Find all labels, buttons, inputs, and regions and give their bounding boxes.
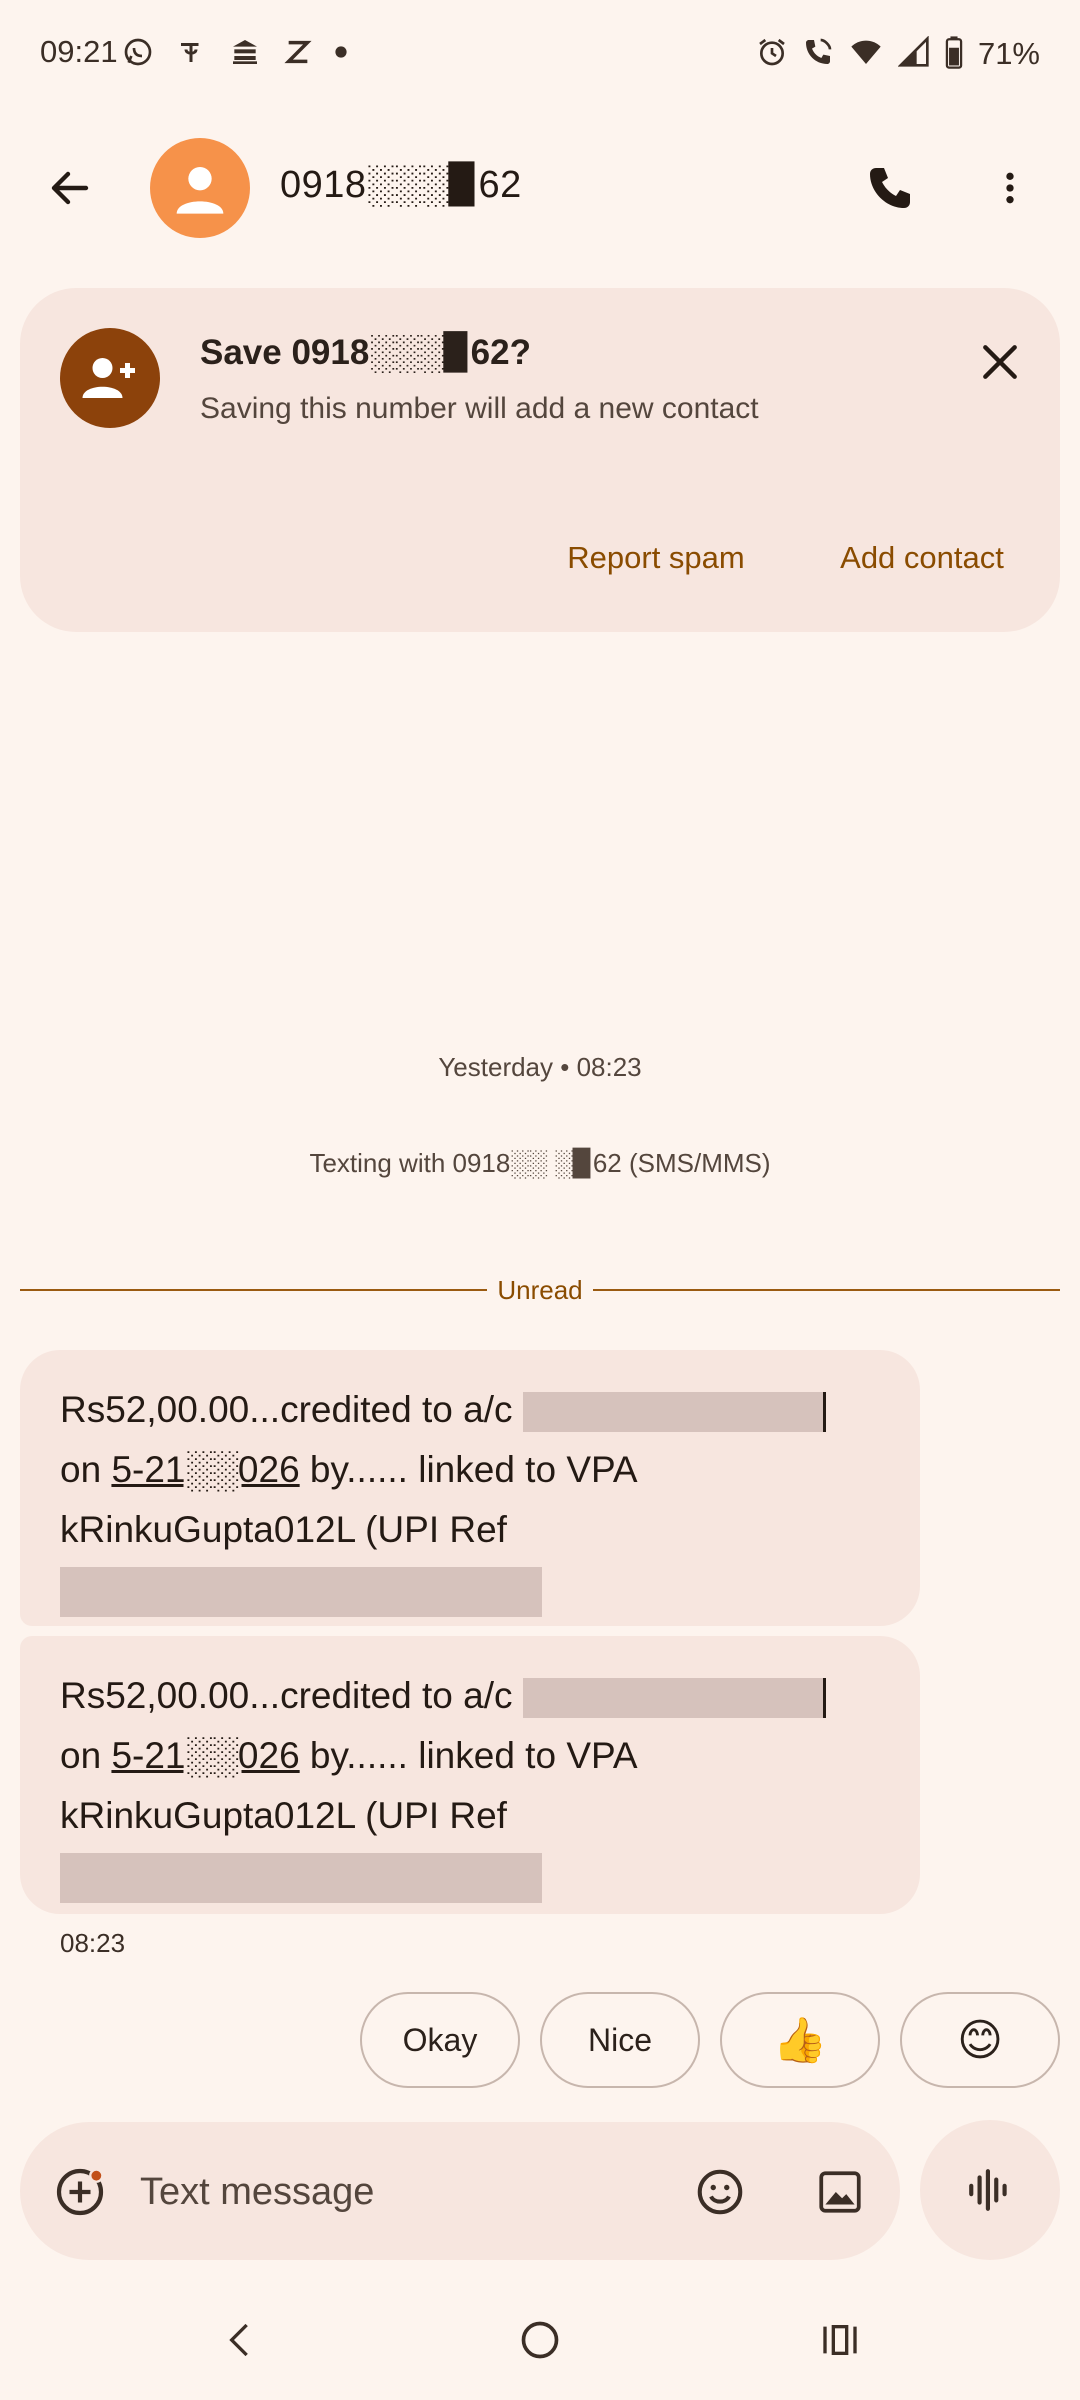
message-timestamp: 08:23 [60, 1928, 126, 1958]
message-line [60, 1666, 880, 1726]
more-vert-icon [990, 164, 1030, 212]
alarm-icon [756, 36, 788, 73]
texting-with-label: Texting with 0918░░ ░▉62 (SMS/MMS) [309, 1148, 771, 1178]
smart-reply-nice[interactable]: Nice [540, 1992, 700, 2088]
person-add-icon [80, 348, 140, 408]
emoji-icon [693, 2165, 747, 2219]
message-line [60, 1786, 880, 1846]
redacted-upi-ref [60, 1853, 542, 1903]
smart-reply-smile[interactable]: 😊 [900, 1992, 1060, 2088]
whatsapp-icon [122, 36, 154, 73]
message-date-link[interactable]: 5-21░░026 [111, 1735, 300, 1776]
back-button[interactable] [30, 148, 110, 228]
message-text: kRinkuGupta012L (UPI Ref [60, 1509, 507, 1550]
gallery-button[interactable] [800, 2152, 880, 2232]
redacted-account [523, 1678, 823, 1718]
report-spam-button[interactable]: Report spam [567, 540, 745, 575]
message-line [60, 1726, 880, 1786]
message-text: Rs52,00.00...credited to a/c [60, 1675, 513, 1716]
battery-icon [944, 35, 964, 74]
message-bubble[interactable] [20, 1350, 920, 1626]
redacted-account [523, 1392, 823, 1432]
status-time: 09:21 [40, 34, 118, 69]
message-line [60, 1846, 880, 1906]
zepto-icon [284, 37, 312, 72]
message-line [60, 1380, 880, 1440]
person-icon [172, 160, 228, 216]
unread-divider-line [20, 1289, 487, 1291]
smart-reply-thumbs-up[interactable]: 👍 [720, 1992, 880, 2088]
nav-home-button[interactable] [500, 2300, 580, 2380]
contact-name[interactable]: 0918░░░▉62 [280, 164, 522, 206]
emoji-button[interactable] [680, 2152, 760, 2232]
more-options-button[interactable] [970, 148, 1050, 228]
dot-icon [334, 45, 348, 64]
message-text: by...... linked to VPA [299, 1735, 638, 1776]
bank-app-icon [228, 36, 262, 73]
wifi-call-icon [802, 36, 834, 73]
redaction-edge [823, 1392, 826, 1432]
unread-divider-line [593, 1289, 1060, 1291]
status-right-icons [756, 34, 1040, 74]
smart-reply-okay[interactable]: Okay [360, 1992, 520, 2088]
add-circle-icon [52, 2164, 108, 2220]
image-icon [815, 2167, 865, 2217]
recents-icon [818, 2320, 862, 2360]
message-text: by...... linked to VPA [299, 1449, 638, 1490]
message-bubble[interactable] [20, 1636, 920, 1914]
call-button[interactable] [850, 148, 930, 228]
home-circle-icon [518, 2318, 562, 2362]
message-text: kRinkuGupta012L (UPI Ref [60, 1795, 507, 1836]
save-contact-avatar [60, 328, 160, 428]
redaction-edge [823, 1678, 826, 1718]
arrow-back-icon [46, 164, 94, 212]
message-text: on [60, 1735, 112, 1776]
message-input[interactable]: Text message [140, 2170, 375, 2213]
contact-avatar[interactable] [150, 138, 250, 238]
phonepe-icon [176, 36, 206, 73]
waveform-icon [965, 2165, 1015, 2215]
date-separator: Yesterday • 08:23 [438, 1052, 642, 1082]
message-text: on [60, 1449, 112, 1490]
chevron-left-icon [220, 2318, 260, 2362]
save-contact-title: Save 0918░░░▉62? [200, 333, 531, 372]
message-line [60, 1440, 880, 1500]
signal-icon [898, 36, 930, 73]
nav-back-button[interactable] [200, 2300, 280, 2380]
unread-divider [20, 1272, 1060, 1308]
unread-label: Unread [497, 1274, 583, 1305]
phone-icon [866, 164, 914, 212]
wifi-icon [848, 36, 884, 73]
message-date-link[interactable]: 5-21░░026 [111, 1449, 300, 1490]
message-line [60, 1500, 880, 1560]
message-line [60, 1560, 880, 1620]
message-text: Rs52,00.00...credited to a/c [60, 1389, 513, 1430]
status-left-icons [122, 34, 348, 74]
nav-recents-button[interactable] [800, 2300, 880, 2380]
close-icon [978, 340, 1022, 384]
save-contact-subtitle: Saving this number will add a new contact [200, 392, 759, 425]
attach-button[interactable] [40, 2152, 120, 2232]
add-contact-button[interactable]: Add contact [840, 540, 1004, 575]
voice-message-button[interactable] [920, 2120, 1060, 2260]
redacted-upi-ref [60, 1567, 542, 1617]
battery-percent: 71% [977, 36, 1040, 71]
close-save-card-button[interactable] [960, 322, 1040, 402]
